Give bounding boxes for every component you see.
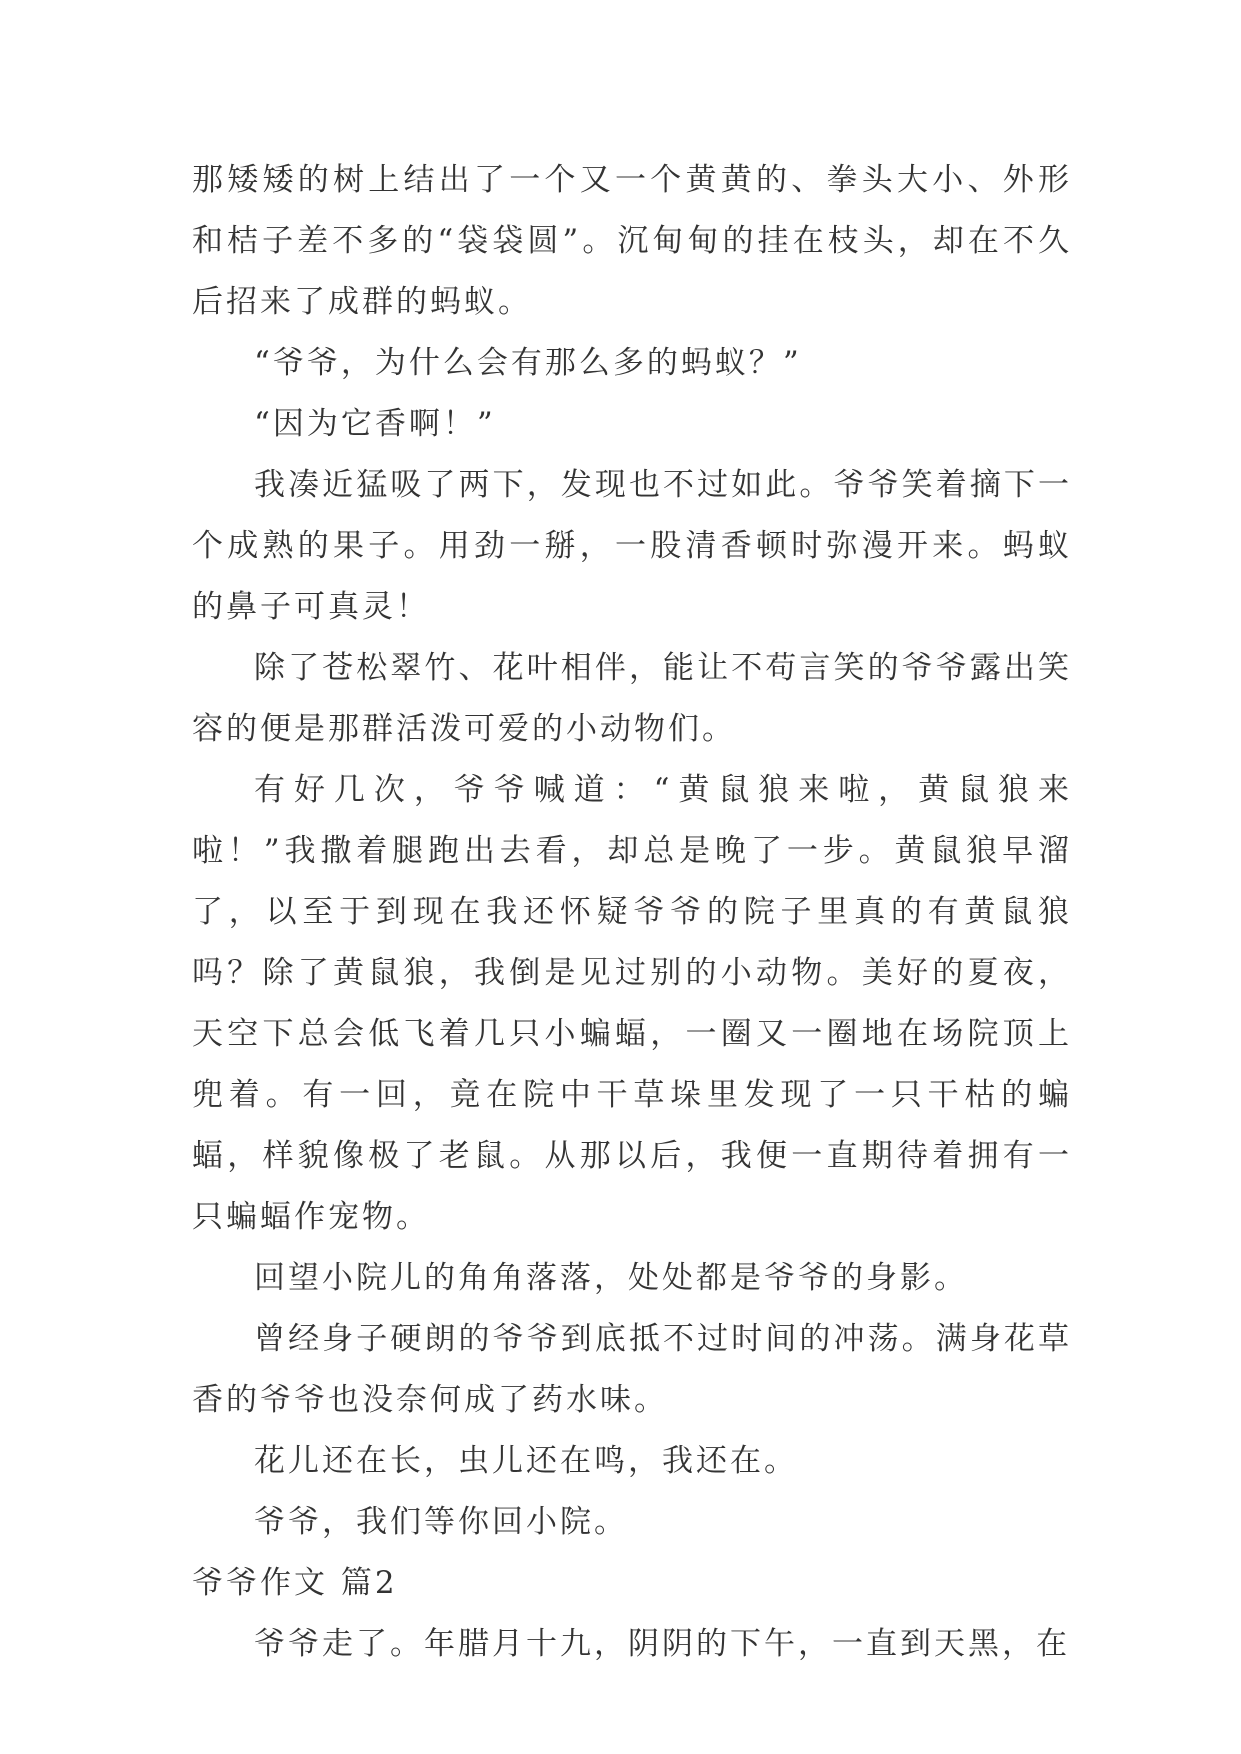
- paragraph-10: 爷爷，我们等你回小院。: [254, 1504, 628, 1540]
- paragraph-9: 花儿还在长，虫儿还在鸣，我还在。: [254, 1443, 798, 1479]
- paragraph-3: “因为它香啊！”: [254, 406, 496, 442]
- paragraph-6: 有好几次，爷爷喊道：“黄鼠狼来啦，黄鼠狼来啦！”我撒着腿跑出去看，却总是晚了一步。黄鼠狼早溜了，以至于到现在我还怀疑爷爷的院子里真的有黄鼠狼吗？除了黄鼠狼，我倒是见过别的小动物。美好的夏夜，天空下总会低飞着几只小蝙蝠，一圈又一圈地在场院顶上兜着。有一回，竟在院中干草垛里发现了一只干枯的蝙蝠，样貌像极了老鼠。从那以后，我便一直期待着拥有一只蝙蝠作宠物。: [192, 772, 1072, 1235]
- paragraph-7: 回望小院儿的角角落落，处处都是爷爷的身影。: [254, 1260, 968, 1296]
- document-body: [192, 150, 1072, 1675]
- paragraph-8: 曾经身子硬朗的爷爷到底抵不过时间的冲荡。满身花草香的爷爷也没奈何成了药水味。: [192, 1321, 1072, 1418]
- paragraph-2: “爷爷，为什么会有那么多的蚂蚁？”: [254, 345, 802, 381]
- paragraph-5: 除了苍松翠竹、花叶相伴，能让不苟言笑的爷爷露出笑容的便是那群活泼可爱的小动物们。: [192, 650, 1072, 747]
- paragraph-after-heading: 爷爷走了。年腊月十九，阴阴的下午，一直到天黑，在: [254, 1626, 1070, 1662]
- paragraph-1: 那矮矮的树上结出了一个又一个黄黄的、拳头大小、外形和桔子差不多的“袋袋圆”。沉甸甸的挂在枝头，却在不久后招来了成群的蚂蚁。: [192, 162, 1072, 320]
- section-heading: 爷爷作文 篇2: [192, 1565, 398, 1601]
- paragraph-4: 我凑近猛吸了两下，发现也不过如此。爷爷笑着摘下一个成熟的果子。用劲一掰，一股清香顿时弥漫开来。蚂蚁的鼻子可真灵！: [192, 467, 1072, 625]
